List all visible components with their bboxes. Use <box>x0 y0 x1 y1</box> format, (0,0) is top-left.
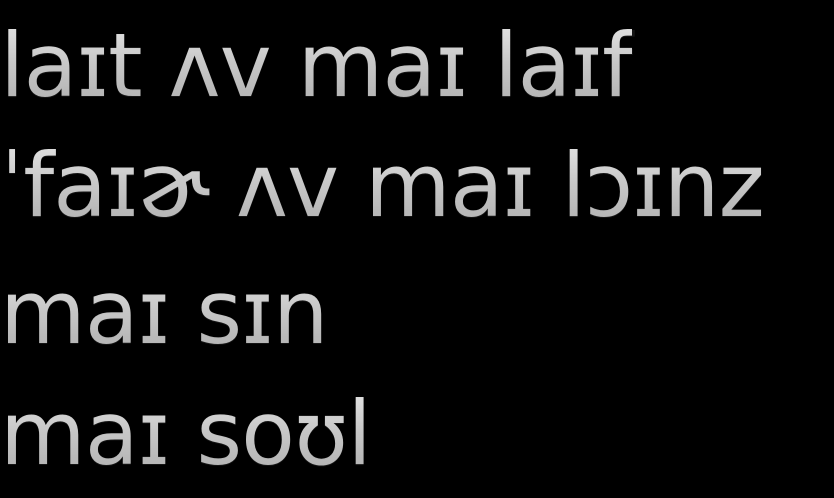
transcription-line-3: maɪ sɪn <box>0 261 328 364</box>
transcription-line-2: ˈfaɪɚ ʌv maɪ lɔɪnz <box>0 134 764 237</box>
transcription-line-4: maɪ soʊl <box>0 382 371 485</box>
transcription-line-1: laɪt ʌv maɪ laɪf <box>0 14 633 117</box>
